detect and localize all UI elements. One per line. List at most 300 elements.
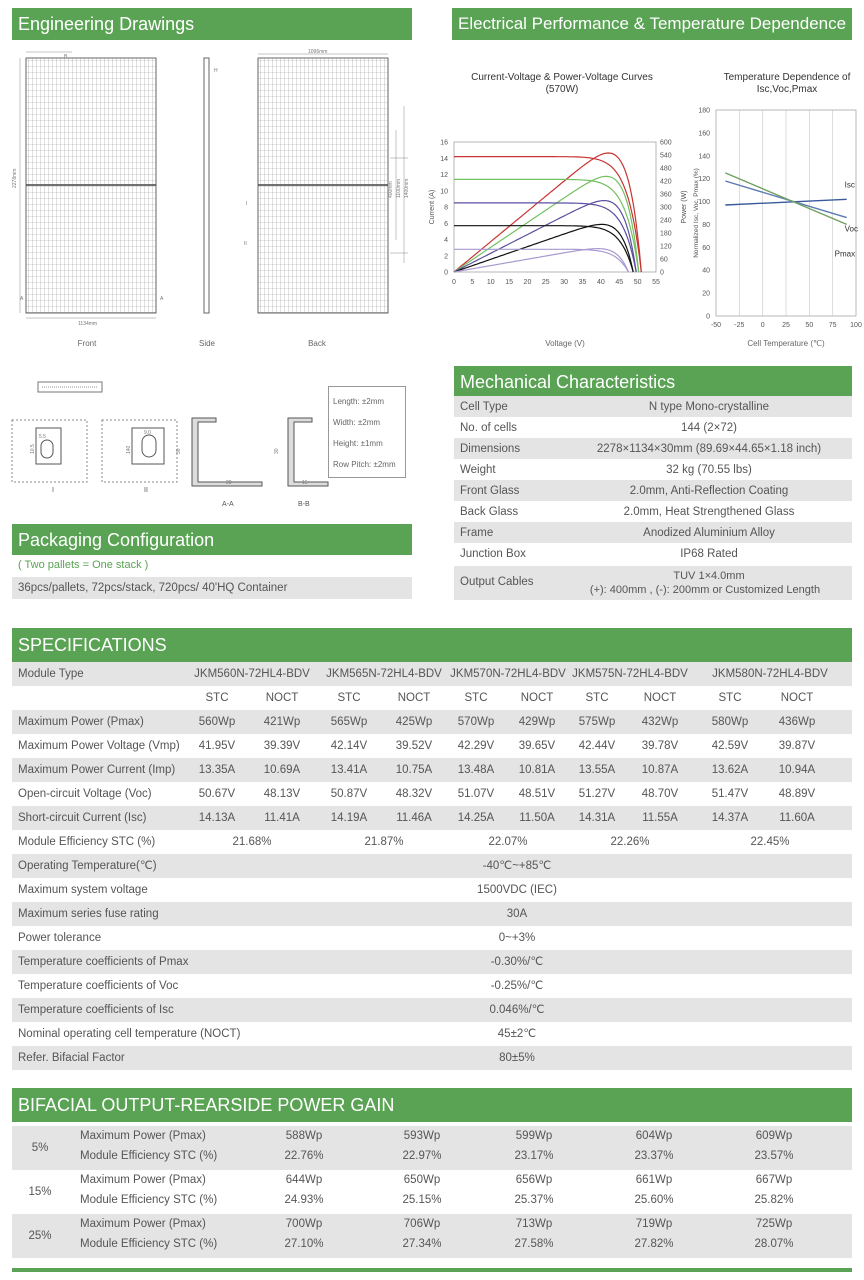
iv-y2-tick: 480 [660,165,672,173]
spec-value: 11.50A [519,812,555,824]
mechanical-label: No. of cells [460,421,517,434]
bifacial-table [12,1126,852,1258]
iv-x-tick: 10 [486,279,495,286]
spec-value: 48.70V [641,788,679,800]
iv-x-tick: 50 [633,279,642,286]
gain-label: 5% [31,1142,49,1154]
mechanical-label: Cell Type [460,400,508,413]
spec-row [12,758,852,782]
mechanical-row [454,396,852,417]
bif-eff-value: 25.82% [754,1194,794,1206]
stc-label: STC [464,692,488,704]
noct-label: NOCT [520,692,554,704]
spec-value: 41.95V [198,740,236,752]
spec-value: 425Wp [395,716,433,728]
iv-y2-tick: 240 [660,217,672,225]
spec-value: 421Wp [263,716,301,728]
spec-label: Temperature coefficients of Isc [18,1004,174,1016]
bif-power-value: 604Wp [635,1130,673,1142]
spec-value: 432Wp [641,716,679,728]
mechanical-label: Junction Box [460,547,526,560]
spec-row [12,974,852,998]
temp-x-tick: 100 [850,322,862,329]
iv-y2-tick: 60 [660,256,668,264]
spec-value: 13.62A [711,764,749,776]
stc-label: STC [718,692,742,704]
mechanical-label: Weight [460,463,496,476]
iv-x-tick: 55 [652,279,660,286]
spec-label: Refer. Bifacial Factor [18,1052,125,1064]
spec-label: Maximum series fuse rating [18,908,159,920]
side-view [204,58,209,313]
spec-row [12,782,852,806]
spec-value: 560Wp [198,716,236,728]
profile-bb [288,418,328,486]
bif-eff-value: 23.57% [754,1150,794,1162]
spec-label: Temperature coefficients of Voc [18,980,179,992]
front-mark-a2: A [160,296,164,302]
spec-value: 39.78V [641,740,679,752]
spec-value: 14.19A [330,812,368,824]
bif-power-value: 719Wp [635,1218,673,1230]
iv-y2-tick: 600 [660,139,672,147]
spec-value: 39.65V [518,740,556,752]
profile-aa-dim-w: 28 [226,480,232,486]
iv-y-tick: 0 [444,269,448,277]
footer-bar [12,1268,852,1272]
back-dim-400: 400mm [388,181,394,198]
iv-x-tick: 15 [505,279,513,286]
bif-eff-label: Module Efficiency STC (%) [80,1150,218,1162]
spec-value: 575Wp [578,716,616,728]
bif-eff-value: 23.37% [634,1150,674,1162]
mechanical-row [454,438,852,459]
front-mark-b: B [64,54,68,60]
bif-eff-value: 28.07% [754,1238,794,1250]
mechanical-row [454,543,852,564]
temp-x-tick: 75 [828,322,837,329]
iv-y2-tick: 360 [660,191,672,199]
spec-value: 429Wp [518,716,556,728]
spec-value: 11.46A [396,812,432,824]
bif-eff-value: 23.17% [514,1150,554,1162]
spec-value: 570Wp [457,716,495,728]
spec-value: 13.35A [198,764,236,776]
noct-label: NOCT [780,692,814,704]
efficiency-value: 21.87% [364,836,404,848]
front-view [20,52,156,318]
iv-curve [454,157,641,272]
mechanical-value: N type Mono-crystalline [648,400,770,413]
packaging-detail: 36pcs/pallets, 72pcs/stack, 720pcs/ 40'HQ Container [12,577,412,599]
mechanical-value: 32 kg (70.55 lbs) [666,463,752,476]
spec-value: 11.41A [264,812,300,824]
spec-single-value: 45±2℃ [497,1028,537,1040]
bif-eff-value: 27.10% [284,1238,324,1250]
side-label: Side [198,339,215,348]
temp-series-label: Isc [844,180,855,190]
spec-row [12,734,852,758]
bif-power-label: Maximum Power (Pmax) [80,1218,206,1230]
spec-value: 580Wp [711,716,749,728]
spec-single-value: 0.046%/℃ [489,1004,545,1016]
iv-y2-tick: 540 [660,152,672,160]
mechanical-value: 2278×1134×30mm (89.69×44.65×1.18 inch) [596,442,822,455]
efficiency-value: 21.68% [232,836,272,848]
spec-single-value: -40℃~+85℃ [482,860,552,872]
bif-eff-value: 25.60% [634,1194,674,1206]
spec-value: 39.87V [778,740,816,752]
bif-power-value: 706Wp [403,1218,441,1230]
spec-value: 39.39V [263,740,301,752]
mechanical-row [454,522,852,543]
profile-bb-dim-w: 15 [302,480,308,486]
bif-power-value: 599Wp [515,1130,553,1142]
mechanical-label: Dimensions [460,442,521,455]
detail-ii-slot [142,435,156,457]
iv-y-label: Current (A) [429,189,436,225]
profile-aa [192,418,262,486]
bif-eff-value: 22.76% [284,1150,324,1162]
pv-curve [454,224,633,272]
model-name: JKM575N-72HL4-BDV [572,668,688,680]
spec-single-value: -0.25%/℃ [490,980,544,992]
model-name: JKM560N-72HL4-BDV [194,668,310,680]
spec-label: Nominal operating cell temperature (NOCT) [18,1028,241,1040]
iv-y2-tick: 300 [660,204,672,212]
iv-x-tick: 5 [470,279,475,286]
detail-ii-dim-a: 9.0 [144,430,151,436]
spec-value: 13.48A [457,764,495,776]
iv-x-tick: 45 [615,279,624,286]
spec-value: 42.29V [457,740,495,752]
spec-value: 42.59V [711,740,749,752]
spec-label: Maximum Power Current (Imp) [18,764,176,776]
back-dim-1100: 1100mm [396,178,402,198]
mechanical-row [454,417,852,438]
iv-y-tick: 12 [440,172,448,179]
spec-value: 436Wp [778,716,816,728]
temp-x-tick: 0 [760,322,765,329]
engineering-drawings [12,48,412,348]
back-mark-i: I [246,201,248,207]
detail-i-dim-a: 5.5 [39,434,46,440]
output-cables-row [454,566,852,600]
bif-power-value: 667Wp [755,1174,793,1186]
output-cables-line1: TUV 1×4.0mm [673,570,745,582]
bif-eff-value: 25.37% [514,1194,554,1206]
temp-y-tick: 40 [702,267,710,275]
spec-value: 42.14V [330,740,368,752]
bif-power-value: 650Wp [403,1174,441,1186]
temp-x-tick: -50 [710,322,722,329]
profile-bb-dim-h: 30 [274,448,280,454]
specs-header: SPECIFICATIONS [12,628,852,662]
temp-y-tick: 160 [698,130,710,138]
temp-x-tick: 50 [805,322,814,329]
temp-y-tick: 180 [698,107,710,115]
noct-label: NOCT [397,692,431,704]
spec-row [12,854,852,878]
stc-label: STC [205,692,229,704]
specs-table [12,662,852,1070]
output-cables-label: Output Cables [460,576,534,588]
spec-single-value: -0.30%/℃ [490,956,544,968]
bif-power-value: 725Wp [755,1218,793,1230]
iv-x-tick: 0 [452,279,456,286]
iv-y2-label: Power (W) [681,190,688,224]
spec-row [12,662,852,686]
section-label-i: I [52,487,54,494]
spec-value: 565Wp [330,716,368,728]
iv-y2-tick: 120 [660,243,672,251]
detail-i-slot [41,440,53,458]
spec-value: 14.37A [711,812,749,824]
temp-y-label: Normalized Isc, Voc, Pmax (%) [693,168,700,258]
back-view [258,54,408,313]
electrical-header: Electrical Performance & Temperature Dependence [452,8,852,40]
stc-label: STC [337,692,361,704]
mechanical-value: Anodized Aluminium Alloy [643,526,775,539]
temp-y-tick: 80 [702,221,710,229]
mechanical-row [454,501,852,522]
spec-value: 10.69A [263,764,301,776]
mechanical-label: Frame [460,526,494,539]
bifacial-group [12,1214,852,1258]
iv-y-tick: 14 [440,155,448,163]
bifacial-group [12,1170,852,1214]
back-mark-ii: II [244,241,247,247]
spec-value: 10.94A [778,764,816,776]
mechanical-label: Back Glass [460,505,519,518]
spec-value: 10.87A [641,764,679,776]
spec-label: Short-circuit Current (Isc) [18,812,147,824]
engineering-header: Engineering Drawings [12,8,412,40]
bif-eff-value: 22.97% [402,1150,442,1162]
tolerance-row-pitch: Row Pitch: ±2mm [333,460,396,469]
stc-label: STC [585,692,609,704]
spec-single-value: 0~+3% [498,932,536,944]
spec-value: 10.75A [395,764,433,776]
section-label-ii: II [144,487,148,494]
bifacial-group [12,1126,852,1170]
tolerance-length: Length: ±2mm [333,397,385,406]
side-mark-h: H [214,68,218,74]
noct-label: NOCT [265,692,299,704]
spec-value: 14.25A [457,812,495,824]
back-label: Back [308,339,326,348]
spec-value: 11.55A [642,812,678,824]
spec-value: 48.51V [518,788,556,800]
spec-value: 50.87V [330,788,368,800]
mechanical-value: IP68 Rated [680,547,738,560]
mechanical-row [454,480,852,501]
spec-value: 48.13V [263,788,301,800]
detail-i-dim-b: 10.5 [30,444,36,454]
bif-power-value: 609Wp [755,1130,793,1142]
iv-x-tick: 40 [597,279,605,286]
mechanical-label: Front Glass [460,484,520,497]
temp-x-tick: 25 [782,322,790,329]
iv-y-tick: 6 [444,220,448,228]
efficiency-value: 22.07% [488,836,528,848]
iv-y2-tick: 0 [660,269,664,277]
spec-single-value: 30A [506,908,528,920]
iv-y-tick: 4 [444,237,448,244]
iv-x-label: Voltage (V) [545,339,585,348]
spec-single-value: 1500VDC (IEC) [477,884,557,896]
temp-y-tick: 0 [706,313,710,321]
spec-value: 13.55A [578,764,616,776]
spec-label: Power tolerance [18,932,102,944]
bif-eff-label: Module Efficiency STC (%) [80,1238,218,1250]
spec-row [12,1046,852,1070]
temp-y-tick: 120 [698,176,710,184]
spec-value: 14.13A [198,812,236,824]
profile-aa-dim-h: 30 [176,448,182,454]
iv-y-tick: 2 [444,253,448,261]
temp-chart [686,102,864,352]
spec-row [12,950,852,974]
front-mark-a1: A [20,296,24,302]
section-label-bb: B-B [298,501,310,508]
front-width-dim: 1134mm [78,321,98,327]
temp-series-label: Voc [844,224,859,234]
iv-chart [424,130,688,350]
temp-y-tick: 20 [702,290,710,298]
bif-eff-value: 27.34% [402,1238,442,1250]
spec-label: Module Efficiency STC (%) [18,836,156,848]
iv-x-tick: 25 [541,279,550,286]
efficiency-value: 22.45% [750,836,790,848]
spec-value: 13.41A [330,764,368,776]
iv-y-tick: 16 [440,139,448,147]
temp-y-tick: 100 [698,199,710,207]
gain-label: 25% [28,1230,52,1242]
mechanical-value: 144 (2×72) [681,421,737,434]
bif-eff-value: 27.82% [634,1238,674,1250]
iv-y2-tick: 180 [660,230,672,238]
spec-value: 11.60A [779,812,815,824]
model-name: JKM570N-72HL4-BDV [450,668,566,680]
spec-row [12,830,852,854]
packaging-header: Packaging Configuration [12,524,412,555]
bif-power-value: 661Wp [635,1174,673,1186]
bif-power-value: 593Wp [403,1130,441,1142]
iv-curve [454,249,629,272]
bif-eff-label: Module Efficiency STC (%) [80,1194,218,1206]
spec-value: 39.52V [395,740,433,752]
temp-y-tick: 60 [702,244,710,252]
back-dim-1400: 1400mm [404,178,410,198]
bif-eff-value: 27.58% [514,1238,554,1250]
iv-chart-title: Current-Voltage & Power-Voltage Curves (570W) [471,72,653,95]
detail-ii-dim-b: 140 [126,445,132,454]
mechanical-header: Mechanical Characteristics [454,366,852,398]
mechanical-value: 2.0mm, Heat Strengthened Glass [623,505,795,518]
spec-row [12,926,852,950]
mechanical-row [454,459,852,480]
gain-label: 15% [28,1186,52,1198]
bif-power-value: 644Wp [285,1174,323,1186]
bifacial-header: BIFACIAL OUTPUT-REARSIDE POWER GAIN [12,1088,852,1122]
spec-row [12,710,852,734]
spec-value: 51.27V [578,788,616,800]
spec-value: 51.07V [457,788,495,800]
iv-y-tick: 10 [440,188,448,196]
efficiency-value: 22.26% [610,836,650,848]
iv-y-tick: 8 [444,204,448,212]
spec-value: 48.89V [778,788,816,800]
packaging-note: ( Two pallets = One stack ) [18,559,149,571]
section-label-aa: A-A [222,501,234,508]
spec-value: 51.47V [711,788,749,800]
spec-row [12,806,852,830]
output-cables-line2: (+): 400mm , (-): 200mm or Customized Length [589,584,821,596]
spec-value: 14.31A [578,812,616,824]
temp-chart-title: Temperature Dependence of Isc,Voc,Pmax [723,72,851,95]
iv-x-tick: 35 [578,279,587,286]
spec-value: 10.81A [518,764,556,776]
front-height-dim: 2278mm [12,168,18,188]
bif-power-value: 713Wp [515,1218,553,1230]
iv-x-tick: 30 [560,279,569,286]
tolerance-box [328,386,406,478]
tolerance-width: Width: ±2mm [333,418,381,427]
bif-power-label: Maximum Power (Pmax) [80,1174,206,1186]
temp-series-label: Pmax [834,249,856,259]
bif-power-value: 700Wp [285,1218,323,1230]
mechanical-value: 2.0mm, Anti-Reflection Coating [629,484,789,497]
bif-power-value: 588Wp [285,1130,323,1142]
bif-eff-value: 24.93% [284,1194,324,1206]
iv-x-tick: 20 [523,279,532,286]
model-name: JKM580N-72HL4-BDV [712,668,828,680]
temp-x-tick: -25 [734,322,745,329]
model-name: JKM565N-72HL4-BDV [326,668,442,680]
spec-single-value: 80±5% [499,1052,535,1064]
temp-y-tick: 140 [698,153,710,161]
spec-row [12,998,852,1022]
spec-label: Maximum Power (Pmax) [18,716,144,728]
bif-eff-value: 25.15% [402,1194,442,1206]
module-type-label: Module Type [18,668,84,680]
back-width-dim: 1096mm [308,49,328,55]
spec-label: Open-circuit Voltage (Voc) [18,788,152,800]
spec-row [12,878,852,902]
noct-label: NOCT [643,692,677,704]
bif-power-label: Maximum Power (Pmax) [80,1130,206,1142]
spec-value: 50.67V [198,788,236,800]
spec-label: Temperature coefficients of Pmax [18,956,189,968]
spec-label: Maximum Power Voltage (Vmp) [18,740,180,752]
spec-value: 42.44V [578,740,616,752]
temp-x-label: Cell Temperature (℃) [747,339,825,348]
spec-label: Operating Temperature(℃) [18,860,157,872]
spec-row [12,686,852,710]
iv-curve [454,203,636,272]
bif-power-value: 656Wp [515,1174,553,1186]
spec-row [12,902,852,926]
spec-value: 48.32V [395,788,433,800]
pv-curve [454,153,641,272]
tolerance-height: Height: ±1mm [333,439,383,448]
front-label: Front [77,339,97,348]
spec-row [12,1022,852,1046]
spec-label: Maximum system voltage [18,884,148,896]
mechanical-table [454,396,852,564]
iv-y2-tick: 420 [660,178,672,186]
